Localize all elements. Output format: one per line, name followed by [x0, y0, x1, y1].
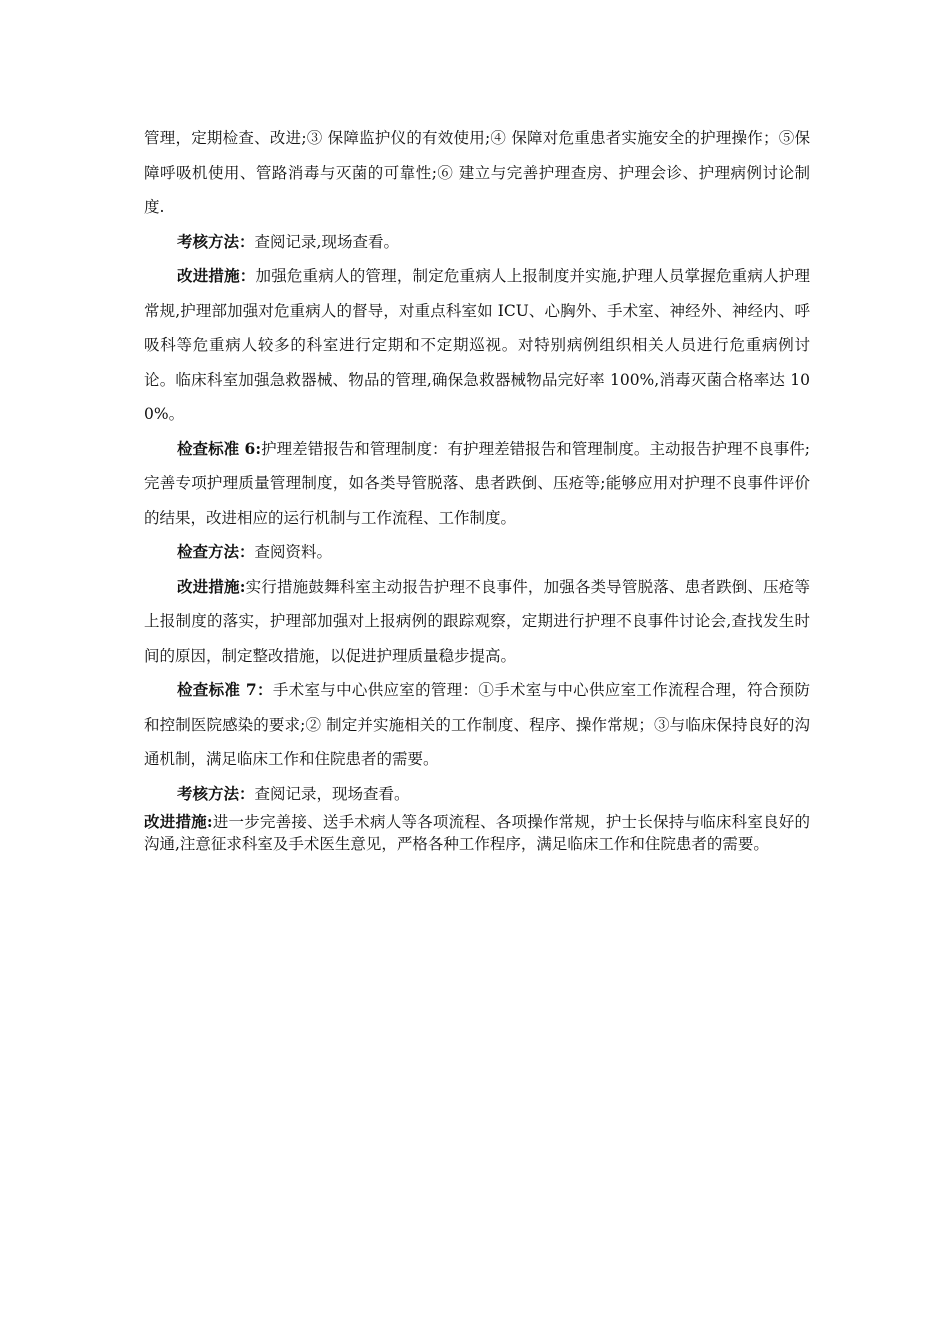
paragraph-assessment-method — [144, 225, 810, 260]
paragraph-text: 查阅记录,现场查看。 — [254, 232, 399, 251]
paragraph-text: 加强危重病人的管理，制定危重病人上报制度并实施,护理人员掌握危重病人护理常规,护理部加强对危重病人的督导，对重点科室如 ICU、心胸外、手术室、神经外、神经内、呼吸科等危重病人较多的科室进行定期和不定期巡视。对特别病例组织相关人员进行危重病例讨论。临床科室加强急救器械、物品的管理,确保急救器械物品完好率 100%,消毒灭菌合格率达 100%。 — [144, 267, 810, 423]
document-body — [144, 121, 810, 871]
paragraph-label: 改进措施: — [144, 812, 213, 831]
paragraph-label: 考核方法： — [177, 783, 255, 803]
paragraph-inspection-method — [144, 535, 810, 570]
paragraph-inspection-standard-7 — [144, 673, 810, 777]
paragraph-text: 管理，定期检查、改进;③ 保障监护仪的有效使用;④ 保障对危重患者实施安全的护理操作；⑤保障呼吸机使用、管路消毒与灭菌的可靠性;⑥ 建立与完善护理查房、护理会诊、护理病例讨论制度. — [144, 129, 810, 216]
paragraph-text: 进一步完善接、送手术病人等各项流程、各项操作常规，护士长保持与临床科室良好的沟通,注意征求科室及手术医生意见，严格各种工作程序，满足临床工作和住院患者的需要。 — [144, 813, 810, 853]
paragraph-label: 检查方法： — [177, 542, 255, 561]
paragraph-label: 检查标准 7： — [177, 680, 273, 699]
paragraph-label: 检查标准 6: — [177, 438, 262, 458]
paragraph-improvement-measures — [144, 570, 810, 674]
paragraph-text: 查阅资料。 — [254, 543, 333, 561]
paragraph-text: 护理差错报告和管理制度：有护理差错报告和管理制度。主动报告护理不良事件;完善专项护理质量管理制度，如各类导管脱落、患者跌倒、压疮等;能够应用对护理不良事件评价的结果，改进相应的运行机制与工作流程、工作制度。 — [144, 439, 810, 527]
paragraph-text: 查阅记录，现场查看。 — [254, 784, 410, 803]
paragraph-assessment-method — [144, 777, 810, 812]
paragraph-inspection-standard-6 — [144, 432, 810, 536]
paragraph-label: 改进措施： — [177, 266, 256, 285]
paragraph-improvement-measures — [144, 259, 810, 432]
paragraph-label: 改进措施: — [177, 576, 246, 596]
paragraph-continuation — [144, 121, 810, 225]
paragraph-text: 手术室与中心供应室的管理：①手术室与中心供应室工作流程合理，符合预防和控制医院感染的要求;② 制定并实施相关的工作制度、程序、操作常规；③与临床保持良好的沟通机制，满足临床工作和住院患者的需要。 — [144, 681, 810, 768]
paragraph-label: 考核方法： — [177, 231, 255, 251]
paragraph-final-improvement-measures — [144, 811, 810, 855]
paragraph-text: 实行措施鼓舞科室主动报告护理不良事件，加强各类导管脱落、患者跌倒、压疮等上报制度的落实，护理部加强对上报病例的跟踪观察，定期进行护理不良事件讨论会,查找发生时间的原因，制定整改措施，以促进护理质量稳步提高。 — [144, 577, 810, 665]
